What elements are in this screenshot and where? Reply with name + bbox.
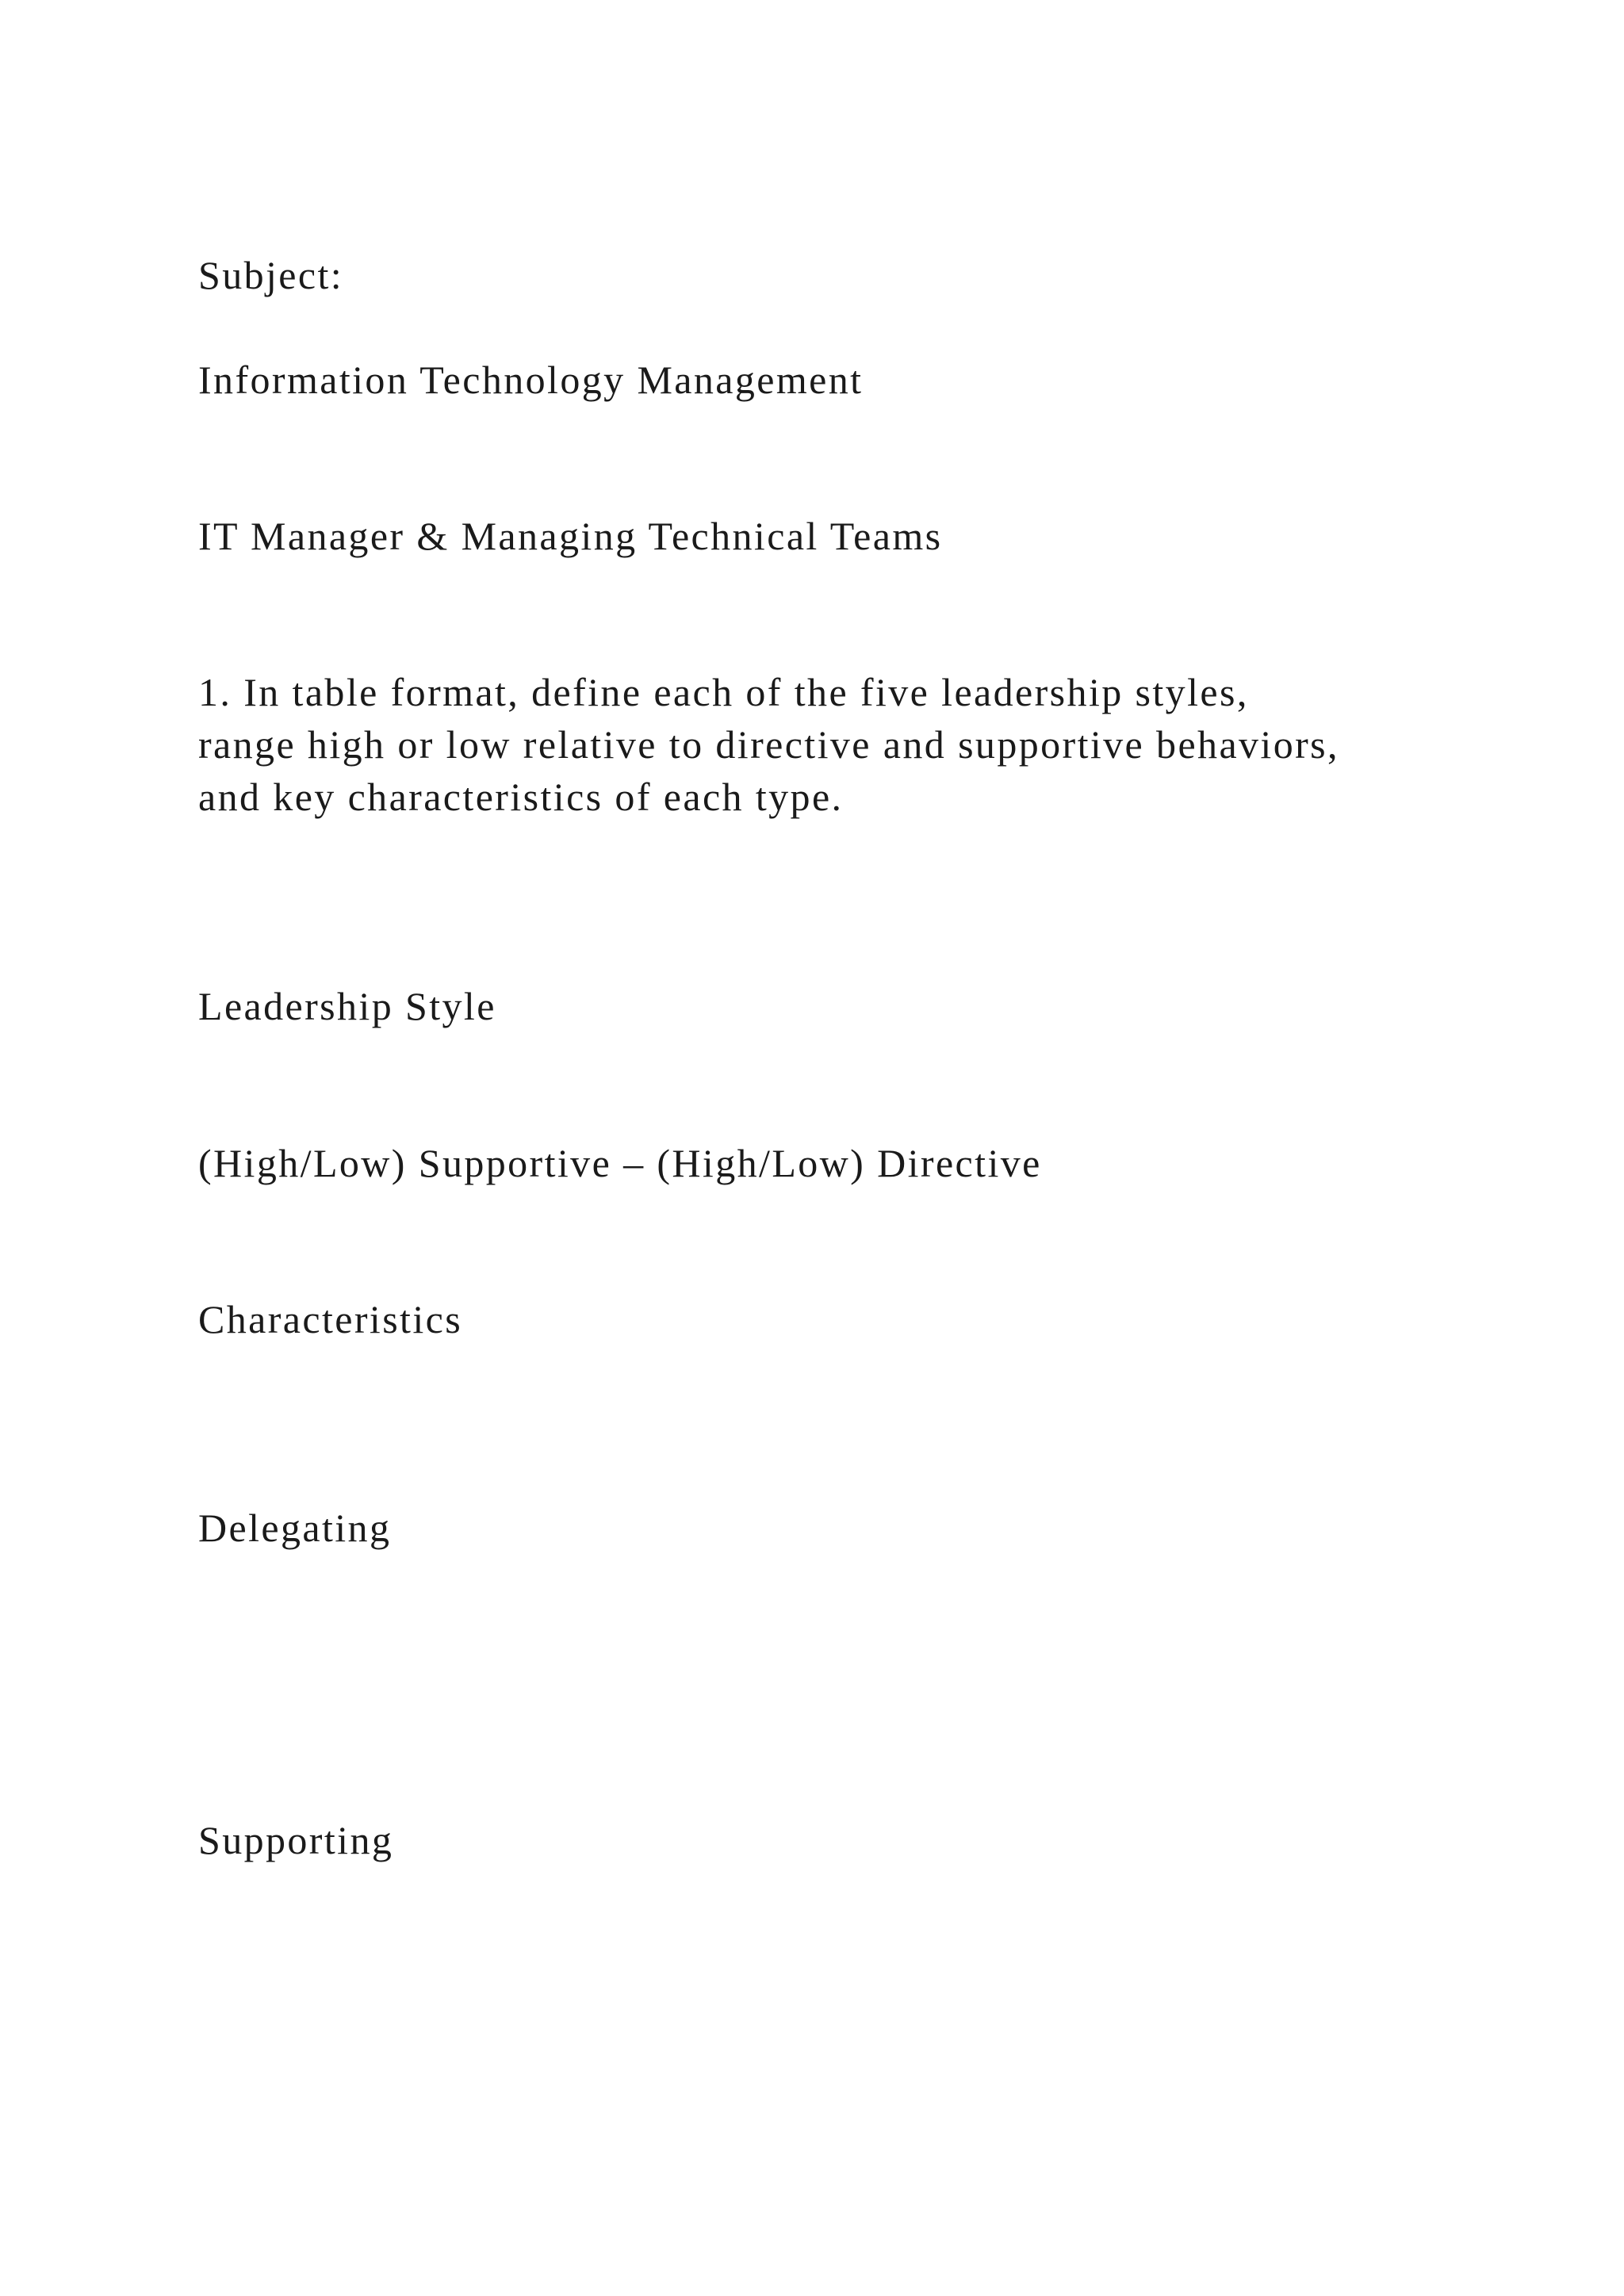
header-characteristics: Characteristics xyxy=(198,1297,463,1341)
question-line: 1. In table format, define each of the five leadership styles, xyxy=(198,670,1249,714)
style-supporting: Supporting xyxy=(198,1818,394,1862)
header-leadership-style: Leadership Style xyxy=(198,984,496,1028)
style-delegating: Delegating xyxy=(198,1506,392,1550)
topic-heading: IT Manager & Managing Technical Teams xyxy=(198,514,943,558)
subject-label: Subject: xyxy=(198,253,344,297)
course-title: Information Technology Management xyxy=(198,358,864,402)
header-range: (High/Low) Supportive – (High/Low) Directive xyxy=(198,1141,1042,1185)
question-line: range high or low relative to directive and supportive behaviors, xyxy=(198,722,1339,767)
question-paragraph xyxy=(198,666,1546,823)
question-line: and key characteristics of each type. xyxy=(198,775,844,819)
